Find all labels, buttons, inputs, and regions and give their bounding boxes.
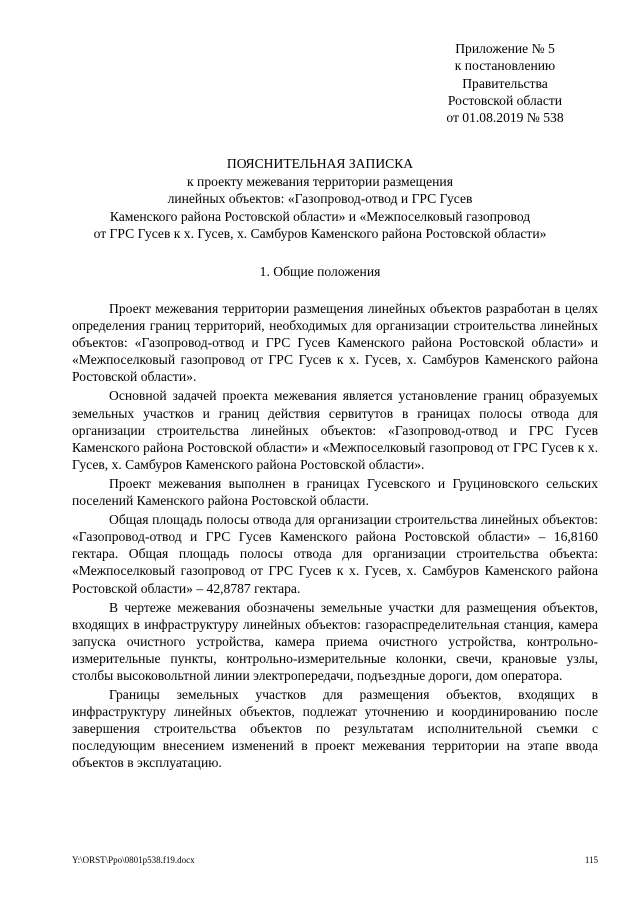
title-line: линейных объектов: «Газопровод-отвод и ГРС Гусев [167, 191, 473, 206]
appendix-line: Ростовской области [447, 92, 563, 108]
paragraph: Проект межевания выполнен в границах Гусевского и Груциновского сельских поселений Каменского района Ростовской области. [72, 475, 598, 509]
appendix-line: Приложение № 5 [455, 41, 555, 56]
title-line: от ГРС Гусев к х. Гусев, х. Самбуров Каменского района Ростовской области» [93, 226, 547, 241]
document-title [0, 155, 640, 243]
appendix-line: от 01.08.2019 № 538 [446, 110, 564, 126]
appendix-block [400, 40, 610, 126]
body-text [72, 300, 598, 774]
footer-file-path: Y:\ORST\Ppo\0801p538.f19.docx [72, 855, 195, 865]
paragraph: Проект межевания территории размещения линейных объектов разработан в целях определения границ территорий, необходимых для организации строительства линейных объектов: «Газопровод-отвод и ГРС Гусев Каменского района Ростовской области» и «Межпоселковый газопровод от ГРС Гусев к х. Гусев, х. Самбуров Каменского района Ростовской области». [72, 301, 598, 385]
paragraph: Границы земельных участков для размещения объектов, входящих в инфраструктуру линейных объектов, подлежат уточнению и координированию после завершения строительства объектов по результатам исполнительной съемки с последующим внесением изменений в проект межевания территории на этапе ввода объектов в эксплуатацию. [72, 687, 598, 771]
paragraph: В чертеже межевания обозначены земельные участки для размещения объектов, входящих в инфраструктуру линейных объектов: газораспределительная станция, камера запуска очистного устройства, камера приема очистного устройства, контрольно-измерительные пункты, контрольно-измерительные колонки, свечи, крановые узлы, столбы высоковольтной линии электропередачи, подъездные дороги, дом оператора. [72, 599, 598, 683]
paragraph: Общая площадь полосы отвода для организации строительства линейных объектов: «Газопровод-отвод и ГРС Гусев Каменского района Ростовской области» – 16,8160 гектара. Общая площадь полосы отвода для организации строительства объекта: «Межпоселковый газопровод от ГРС Гусев к х. Гусев, х. Самбуров Каменского района Ростовской области» – 42,8787 гектара. [72, 512, 598, 596]
appendix-line: к постановлению [454, 58, 556, 74]
footer-page-number: 115 [584, 855, 598, 865]
appendix-line: Правительства [462, 75, 548, 91]
section-heading: 1. Общие положения [259, 264, 381, 279]
title-line: к проекту межевания территории размещения [187, 173, 453, 189]
title-line: Каменского района Ростовской области» и «Межпоселковый газопровод [109, 208, 531, 224]
title-heading: ПОЯСНИТЕЛЬНАЯ ЗАПИСКА [226, 156, 414, 171]
paragraph: Основной задачей проекта межевания является установление границ образуемых земельных участков и границ действия сервитутов в границах полосы отвода для организации строительства линейных объектов: «Газопровод-отвод и ГРС Гусев Каменского района Ростовской области» и «Межпоселковый газопровод от ГРС Гусев к х. Гусев, х. Самбуров Каменского района Ростовской области». [72, 388, 598, 472]
